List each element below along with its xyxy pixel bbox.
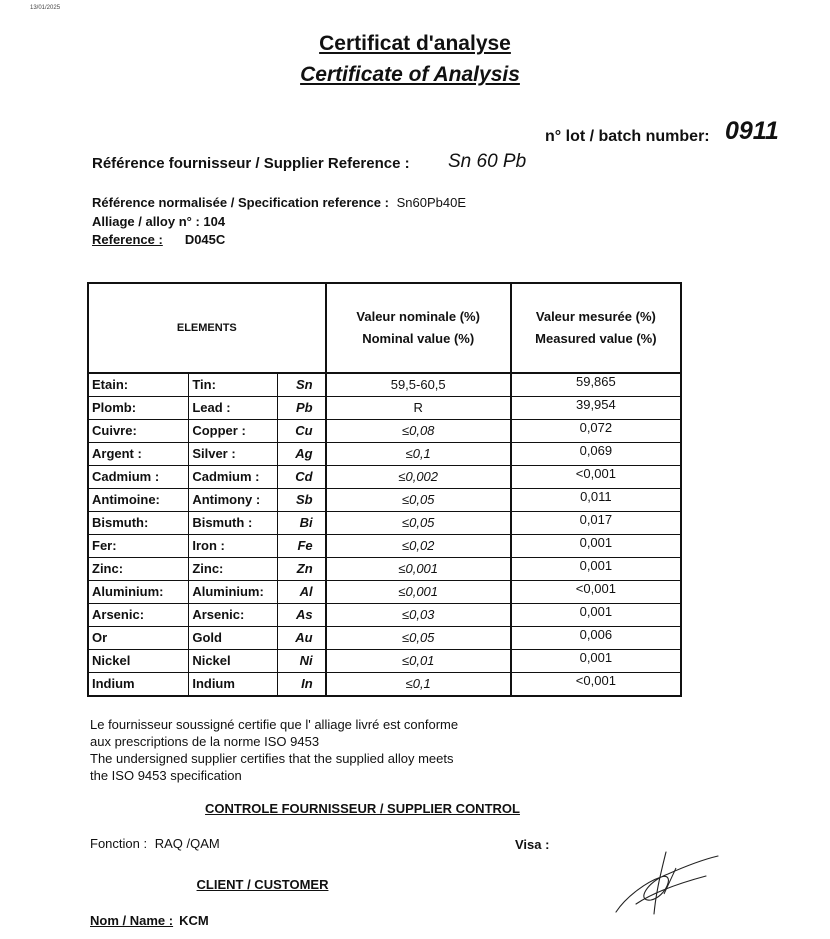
table-row bbox=[88, 581, 681, 604]
specification-reference-value: Sn60Pb40E bbox=[396, 195, 466, 210]
element-name-en: Copper : bbox=[189, 420, 278, 443]
nominal-value bbox=[326, 443, 511, 466]
element-name-en: Lead : bbox=[189, 397, 278, 420]
table-row bbox=[88, 627, 681, 650]
nominal-value bbox=[326, 420, 511, 443]
measured-value: 59,865 bbox=[511, 373, 681, 397]
element-name-fr: Plomb: bbox=[88, 397, 189, 420]
measured-value: 0,017 bbox=[511, 512, 681, 535]
element-symbol: Ag bbox=[278, 443, 326, 466]
nominal-value bbox=[326, 627, 511, 650]
nominal-value-text: ≤0,01 bbox=[401, 653, 435, 668]
table-row bbox=[88, 466, 681, 489]
nominal-value-text: ≤0,08 bbox=[401, 423, 435, 438]
element-name-en: Cadmium : bbox=[189, 466, 278, 489]
element-symbol: Cd bbox=[278, 466, 326, 489]
reference-value: D045C bbox=[184, 232, 226, 247]
measured-value: 0,011 bbox=[511, 489, 681, 512]
element-name-en: Indium bbox=[189, 673, 278, 697]
nominal-value bbox=[326, 581, 511, 604]
nominal-value-text: ≤0,05 bbox=[401, 515, 435, 530]
element-name-fr: Aluminium: bbox=[88, 581, 189, 604]
element-symbol: Zn bbox=[278, 558, 326, 581]
measured-value: 0,069 bbox=[511, 443, 681, 466]
element-name-en: Iron : bbox=[189, 535, 278, 558]
element-name-en: Silver : bbox=[189, 443, 278, 466]
function-value: RAQ /QAM bbox=[154, 836, 220, 851]
nominal-value-text: ≤0,002 bbox=[398, 469, 439, 484]
element-symbol: Ni bbox=[278, 650, 326, 673]
table-row bbox=[88, 650, 681, 673]
function-label: Fonction : bbox=[90, 836, 148, 851]
nominal-value bbox=[326, 397, 511, 420]
scan-date-stamp: 13/01/2025 bbox=[30, 5, 61, 11]
nominal-value-text: ≤0,001 bbox=[398, 561, 439, 576]
elements-table bbox=[87, 282, 682, 697]
table-row bbox=[88, 512, 681, 535]
nominal-value-text: R bbox=[413, 400, 423, 415]
element-symbol: As bbox=[278, 604, 326, 627]
function-field bbox=[90, 836, 220, 851]
nominal-value bbox=[326, 558, 511, 581]
supplier-control-heading: CONTROLE FOURNISSEUR / SUPPLIER CONTROL bbox=[205, 801, 520, 816]
nominal-value-text: ≤0,05 bbox=[401, 630, 435, 645]
element-symbol: Cu bbox=[278, 420, 326, 443]
table-row bbox=[88, 558, 681, 581]
statement-line: The undersigned supplier certifies that the supplied alloy meets bbox=[90, 751, 454, 766]
table-row bbox=[88, 673, 681, 697]
table-row bbox=[88, 420, 681, 443]
element-name-fr: Zinc: bbox=[88, 558, 189, 581]
alloy-number bbox=[92, 214, 225, 229]
supplier-reference-value: Sn 60 Pb bbox=[448, 151, 527, 172]
nominal-value bbox=[326, 535, 511, 558]
element-name-en: Nickel bbox=[189, 650, 278, 673]
statement-line: aux prescriptions de la norme ISO 9453 bbox=[90, 734, 320, 749]
element-name-fr: Cuivre: bbox=[88, 420, 189, 443]
nominal-value bbox=[326, 650, 511, 673]
batch-number-value: 0911 bbox=[725, 117, 779, 145]
nominal-value bbox=[326, 512, 511, 535]
table-row bbox=[88, 397, 681, 420]
measured-value: 39,954 bbox=[511, 397, 681, 420]
element-symbol: Pb bbox=[278, 397, 326, 420]
nominal-value bbox=[326, 489, 511, 512]
signature bbox=[606, 842, 726, 922]
element-name-fr: Etain: bbox=[88, 373, 189, 397]
element-name-en: Arsenic: bbox=[189, 604, 278, 627]
element-name-fr: Argent : bbox=[88, 443, 189, 466]
specification-reference bbox=[92, 195, 466, 210]
element-symbol: In bbox=[278, 673, 326, 697]
specification-reference-label: Référence normalisée / Specification reference : bbox=[92, 195, 389, 210]
statement-line: the ISO 9453 specification bbox=[90, 768, 242, 783]
element-name-en: Bismuth : bbox=[189, 512, 278, 535]
element-symbol: Sn bbox=[278, 373, 326, 397]
reference-label: Reference : bbox=[92, 232, 163, 247]
element-name-fr: Antimoine: bbox=[88, 489, 189, 512]
nominal-value bbox=[326, 466, 511, 489]
header-measured bbox=[511, 283, 681, 373]
element-symbol: Sb bbox=[278, 489, 326, 512]
measured-value: 0,072 bbox=[511, 420, 681, 443]
table-row bbox=[88, 443, 681, 466]
element-name-en: Gold bbox=[189, 627, 278, 650]
measured-value: 0,001 bbox=[511, 535, 681, 558]
table-row bbox=[88, 604, 681, 627]
table-header-row bbox=[88, 283, 681, 373]
measured-value: 0,001 bbox=[511, 558, 681, 581]
measured-value: 0,001 bbox=[511, 650, 681, 673]
customer-name-field bbox=[90, 913, 209, 928]
title-english: Certificate of Analysis bbox=[300, 63, 520, 86]
measured-value: <0,001 bbox=[511, 581, 681, 604]
title-french: Certificat d'analyse bbox=[319, 32, 511, 55]
header-measured-fr: Valeur mesurée (%) bbox=[535, 309, 656, 324]
nominal-value bbox=[326, 673, 511, 697]
element-name-fr: Arsenic: bbox=[88, 604, 189, 627]
element-name-en: Aluminium: bbox=[189, 581, 278, 604]
element-symbol: Al bbox=[278, 581, 326, 604]
nominal-value-text: ≤0,1 bbox=[405, 676, 431, 691]
element-symbol: Fe bbox=[278, 535, 326, 558]
element-name-en: Zinc: bbox=[189, 558, 278, 581]
element-name-fr: Nickel bbox=[88, 650, 189, 673]
conformity-statement bbox=[90, 716, 458, 784]
measured-value: 0,001 bbox=[511, 604, 681, 627]
table-row bbox=[88, 373, 681, 397]
nominal-value-text: 59,5-60,5 bbox=[390, 377, 446, 392]
reference bbox=[92, 232, 225, 247]
element-symbol: Au bbox=[278, 627, 326, 650]
header-nominal-fr: Valeur nominale (%) bbox=[356, 309, 480, 324]
element-name-fr: Or bbox=[88, 627, 189, 650]
nominal-value bbox=[326, 604, 511, 627]
measured-value: <0,001 bbox=[511, 466, 681, 489]
alloy-number-value: 104 bbox=[203, 214, 226, 229]
customer-heading: CLIENT / CUSTOMER bbox=[196, 877, 329, 892]
header-nominal-en: Nominal value (%) bbox=[362, 331, 475, 346]
customer-name-value: KCM bbox=[179, 913, 209, 928]
nominal-value-text: ≤0,1 bbox=[405, 446, 431, 461]
measured-value: 0,006 bbox=[511, 627, 681, 650]
nominal-value-text: ≤0,03 bbox=[401, 607, 435, 622]
nominal-value-text: ≤0,001 bbox=[398, 584, 439, 599]
batch-number-label: n° lot / batch number: bbox=[545, 128, 710, 145]
statement-line: Le fournisseur soussigné certifie que l' alliage livré est conforme bbox=[90, 717, 459, 732]
element-name-en: Antimony : bbox=[189, 489, 278, 512]
nominal-value bbox=[326, 373, 511, 397]
element-name-fr: Cadmium : bbox=[88, 466, 189, 489]
element-name-fr: Bismuth: bbox=[88, 512, 189, 535]
element-name-fr: Indium bbox=[88, 673, 189, 697]
element-symbol: Bi bbox=[278, 512, 326, 535]
measured-value: <0,001 bbox=[511, 673, 681, 697]
table-row bbox=[88, 535, 681, 558]
customer-name-label: Nom / Name : bbox=[90, 913, 174, 928]
nominal-value-text: ≤0,05 bbox=[401, 492, 435, 507]
header-elements: ELEMENTS bbox=[88, 283, 326, 373]
header-nominal bbox=[326, 283, 511, 373]
header-measured-en: Measured value (%) bbox=[535, 331, 657, 346]
alloy-number-label: Alliage / alloy n° : bbox=[92, 214, 200, 229]
visa-label: Visa : bbox=[515, 837, 550, 852]
table-row bbox=[88, 489, 681, 512]
supplier-reference-label: Référence fournisseur / Supplier Reference : bbox=[92, 155, 410, 172]
nominal-value-text: ≤0,02 bbox=[401, 538, 435, 553]
element-name-en: Tin: bbox=[189, 373, 278, 397]
element-name-fr: Fer: bbox=[88, 535, 189, 558]
